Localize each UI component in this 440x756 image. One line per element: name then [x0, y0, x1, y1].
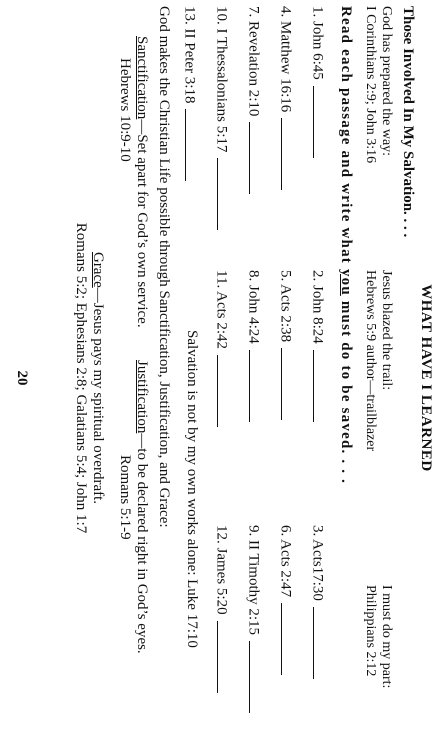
page-number: 20 — [14, 370, 30, 386]
sanctification-def: —Set apart for God’s own service. — [134, 119, 150, 328]
god-makes-line: God makes the Christian Life possible through Sanctification, Justification, and Grace: — [156, 6, 172, 528]
passage-13: 13. II Peter 3:18 — [181, 6, 201, 181]
answer-blank[interactable] — [314, 86, 329, 158]
answer-blank[interactable] — [282, 118, 297, 190]
involved-jesus — [362, 270, 394, 451]
answer-blank[interactable] — [314, 350, 329, 422]
answer-blank[interactable] — [282, 348, 297, 420]
answer-blank[interactable] — [218, 158, 233, 230]
instruction-line — [337, 6, 354, 484]
grace-term: Grace — [90, 251, 106, 288]
involved-me-line1: I must do my part: — [379, 585, 394, 689]
passage-4: 4. Matthew 16:16 — [277, 6, 297, 190]
instruction-post: must do to be saved. . . . — [338, 295, 354, 485]
justification-ref: Romans 5:1-9 — [117, 455, 133, 540]
answer-blank[interactable] — [250, 350, 265, 422]
sanctification-term: Sanctification — [134, 36, 150, 120]
passage-11: 11. Acts 2:42 — [213, 270, 233, 427]
sanctification-ref: Hebrews 10:9-10 — [117, 58, 133, 162]
answer-blank[interactable] — [314, 607, 329, 679]
answer-blank[interactable] — [250, 122, 265, 194]
grace-def: —Jesus pays my spiritual overdraft. — [90, 287, 106, 505]
answer-blank[interactable] — [218, 621, 233, 693]
answer-blank[interactable] — [218, 355, 233, 427]
sanctification-block — [116, 36, 150, 328]
involved-me — [362, 585, 394, 688]
answer-blank[interactable] — [186, 109, 201, 181]
salvation-note: Salvation is not by my own works alone: Luke 17:10 — [184, 330, 200, 648]
justification-block — [116, 360, 150, 654]
grace-block — [72, 0, 106, 756]
involved-god — [362, 6, 394, 163]
passage-5: 5. Acts 2:38 — [277, 270, 297, 420]
passage-3: 3. Acts17:30 — [309, 525, 329, 679]
passage-10: 10. I Thessalonians 5:17 — [213, 6, 233, 230]
involved-jesus-line2: Hebrews 5:9 author—trailblazer — [363, 270, 378, 452]
justification-def: —to be declared right in God’s eyes. — [134, 433, 150, 654]
passage-9: 9. II Timothy 2:15 — [245, 525, 265, 713]
passage-12: 12. James 5:20 — [213, 525, 233, 693]
answer-blank[interactable] — [282, 603, 297, 675]
instruction-you: you — [338, 268, 354, 296]
answer-blank[interactable] — [250, 641, 265, 713]
involved-me-line2: Philippians 2:12 — [363, 585, 378, 677]
involved-god-line1: God has prepared the way: — [379, 6, 394, 157]
passage-6: 6. Acts 2:47 — [277, 525, 297, 675]
page-title: WHAT HAVE I LEARNED — [418, 284, 434, 472]
passage-2: 2. John 8:24 — [309, 270, 329, 422]
passage-1: 1. John 6:45 — [309, 6, 329, 158]
instruction-pre: Read each passage and write what — [338, 6, 354, 269]
involved-god-line2: I Corinthians 2:9; John 3:16 — [363, 6, 378, 164]
grace-ref: Romans 5:2; Ephesians 2:8; Galatians 5:4; John 1:7 — [73, 222, 89, 534]
section-heading: Those Involved In My Salvation. . . . — [400, 6, 416, 238]
involved-jesus-line1: Jesus blazed the trail: — [379, 270, 394, 391]
passage-7: 7. Revelation 2:10 — [245, 6, 265, 194]
passage-8: 8. John 4:24 — [245, 270, 265, 422]
justification-term: Justification — [134, 360, 150, 434]
